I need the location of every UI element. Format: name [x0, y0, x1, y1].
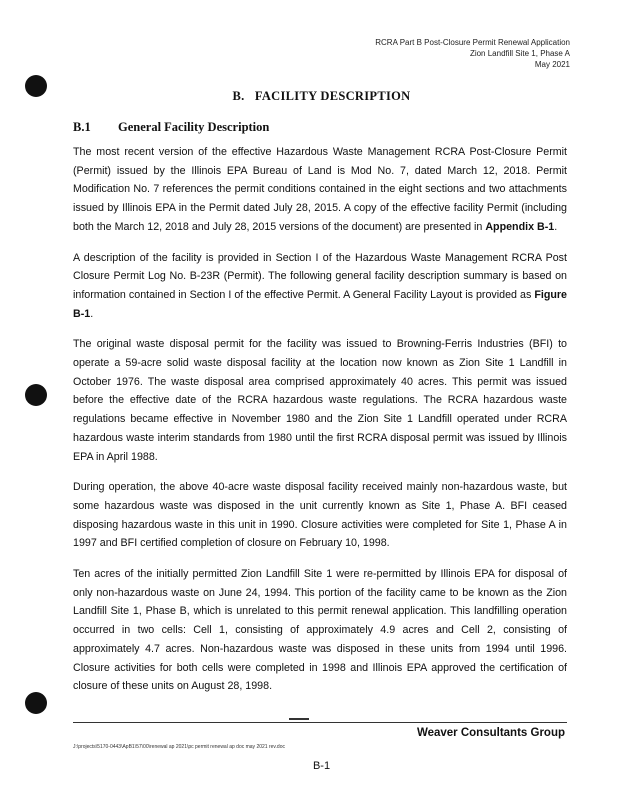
running-header	[375, 37, 570, 70]
subsection-number: B.1	[73, 120, 91, 134]
header-line-date: May 2021	[534, 60, 570, 69]
paragraph-repermitting: Ten acres of the initially permitted Zion Landfill Site 1 were re-permitted by Illinois EPA for disposal of only non-hazardous waste on June 24, 1994. This portion of the facility came to be known as the Zion Landfill Site 1, Phase B, which is unrelated to this permit renewal application. This landfilling operation occurred in two cells: Cell 1, consisting of approximately 4.9 acres and Cell 2, consisting of approximately 4.7 acres. Non-hazardous waste was disposed in these units from 1994 until 1996. Closure activities for both cells were completed in 1998 and Illinois EPA approved the certification of closure of these units on August 28, 1998.	[73, 568, 567, 693]
subsection-title: General Facility Description	[118, 120, 270, 134]
subsection-heading	[73, 120, 269, 135]
footer-divider	[73, 722, 567, 723]
page-number: B-1	[312, 760, 331, 772]
appendix-reference: Appendix B-1	[485, 220, 555, 233]
punch-hole-bottom	[25, 692, 47, 714]
body-text	[73, 143, 567, 708]
header-line-site: Zion Landfill Site 1, Phase A	[469, 49, 570, 58]
paragraph-permit-version: The most recent version of the effective Hazardous Waste Management RCRA Post-Closure Permit (Permit) issued by the Illinois EPA Bureau of Land is Mod No. 7, dated March 12, 2018. Permit Modification No. 7 references the permit conditions contained in the eight sections and two attachments issued by Illinois EPA in the Permit dated July 28, 2015. A copy of the effective facility Permit (including both the March 12, 2018 and July 28, 2015 versions of the document) are presented in Appendix B-1.	[73, 146, 567, 233]
punch-hole-middle	[25, 384, 47, 406]
figure-reference: Figure B-1	[73, 288, 567, 320]
header-line-title: RCRA Part B Post-Closure Permit Renewal Application	[375, 38, 570, 47]
paragraph-operation-history: During operation, the above 40-acre waste disposal facility received mainly non-hazardous waste, but some hazardous waste was disposed in the unit currently known as Site 1, Phase A. BFI ceased disposing hazardous waste in this unit in 1990. Closure activities were completed for Site 1, Phase A in 1997 and BFI certified completion of closure on February 10, 1998.	[73, 481, 567, 550]
paragraph-original-permit: The original waste disposal permit for the facility was issued to Browning-Ferris Industries (BFI) to operate a 59-acre solid waste disposal facility at the location now known as Zion Site 1 Landfill in October 1976. The waste disposal area comprised approximately 40 acres. This permit was issued before the effective date of the RCRA hazardous waste regulations. The RCRA hazardous waste regulations became effective in November 1980 and the Zion Site 1 Landfill operated under RCRA hazardous waste interim standards from 1980 until the first RCRA disposal permit was issued by Illinois EPA in April 1988.	[73, 338, 567, 463]
paragraph-facility-description: A description of the facility is provided in Section I of the Hazardous Waste Management RCRA Post Closure Permit Log No. B-23R (Permit). The following general facility description summary is based on information contained in Section I of the effective Permit. A General Facility Layout is provided as Figure B-1.	[73, 251, 567, 320]
section-title: B. FACILITY DESCRIPTION	[232, 89, 411, 103]
footer-mark	[289, 718, 309, 720]
footer-company-name: Weaver Consultants Group	[416, 727, 565, 739]
footer-file-path: J:\projects\5170-0443\ApB1\57\00\renewal ap 2021\pc permit renewal ap doc may 2021 rev.doc	[73, 744, 285, 750]
